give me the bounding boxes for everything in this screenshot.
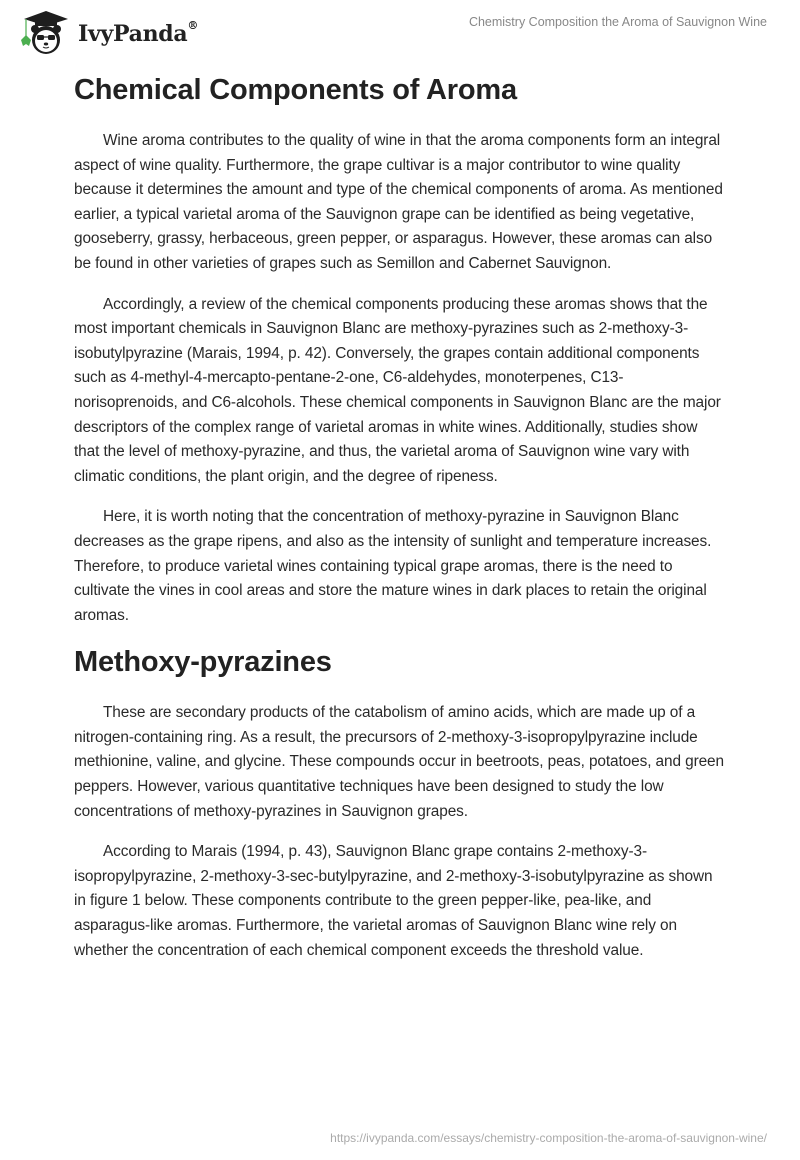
article-body bbox=[74, 70, 724, 963]
logo-wordmark: IvyPanda® bbox=[78, 19, 199, 47]
panda-graduate-icon bbox=[18, 8, 74, 56]
section-heading: Methoxy-pyrazines bbox=[74, 646, 332, 679]
section-chemical-components bbox=[74, 74, 724, 628]
paragraph: Here, it is worth noting that the concentration of methoxy-pyrazine in Sauvignon Blanc decreases as the grape ripens, and also as the intensity of sunlight and temperature increases. Therefore, to produce varietal wines containing typical grape aromas, there is the need to cultivate the vines in cool areas and store the mature wines in dark places to retain the original aromas. bbox=[74, 508, 712, 624]
source-url-link[interactable]: https://ivypanda.com/essays/chemistry-composition-the-aroma-of-sauvignon-wine/ bbox=[330, 1131, 767, 1145]
paragraph: Wine aroma contributes to the quality of wine in that the aroma components form an integral aspect of wine quality. Furthermore, the grape cultivar is a major contributor to wine quality because it determines the amount and type of the chemical components of aroma. As mentioned earlier, a typical varietal aroma of the Sauvignon grape can be identified as being vegetative, gooseberry, grassy, herbaceous, green pepper, or asparagus. However, these aromas can also be found in other varieties of grapes such as Semillon and Cabernet Sauvignon. bbox=[74, 132, 723, 272]
page-header bbox=[0, 0, 800, 60]
paragraph: According to Marais (1994, p. 43), Sauvignon Blanc grape contains 2-methoxy-3-isopropylpyrazine, 2-methoxy-3-sec-butylpyrazine, and 2-methoxy-3-isobutylpyrazine as shown in figure 1 below. These components contribute to the green pepper-like, pea-like, and asparagus-like aromas. Furthermore, the varietal aromas of Sauvignon Blanc wine rely on whether the concentration of each chemical component exceeds the threshold value. bbox=[74, 843, 713, 959]
section-methoxy-pyrazines bbox=[74, 646, 724, 963]
paragraph: These are secondary products of the catabolism of amino acids, which are made up of a nitrogen-containing ring. As a result, the precursors of 2-methoxy-3-isopropylpyrazine include methionine, valine, and glycine. These compounds occur in beetroots, peas, potatoes, and green peppers. However, various quantitative techniques have been designed to study the low concentrations of methoxy-pyrazines in Sauvignon grapes. bbox=[74, 704, 724, 820]
paragraph: Accordingly, a review of the chemical components producing these aromas shows that the most important chemicals in Sauvignon Blanc are methoxy-pyrazines such as 2-methoxy-3-isobutylpyrazine (Marais, 1994, p. 42). Conversely, the grapes contain additional components such as 4-methyl-4-mercapto-pentane-2-one, C6-aldehydes, monoterpenes, C13-norisoprenoids, and C6-alcohols. These chemical components in Sauvignon Blanc are the major descriptors of the complex range of varietal aromas in white wines. Additionally, studies show that the level of methoxy-pyrazine, and thus, the varietal aroma of Sauvignon wine vary with climatic conditions, the plant origin, and the degree of ripeness. bbox=[74, 295, 721, 485]
document-title: Chemistry Composition the Aroma of Sauvignon Wine bbox=[468, 15, 767, 29]
section-heading: Chemical Components of Aroma bbox=[74, 74, 517, 106]
ivypanda-logo[interactable] bbox=[18, 8, 198, 56]
